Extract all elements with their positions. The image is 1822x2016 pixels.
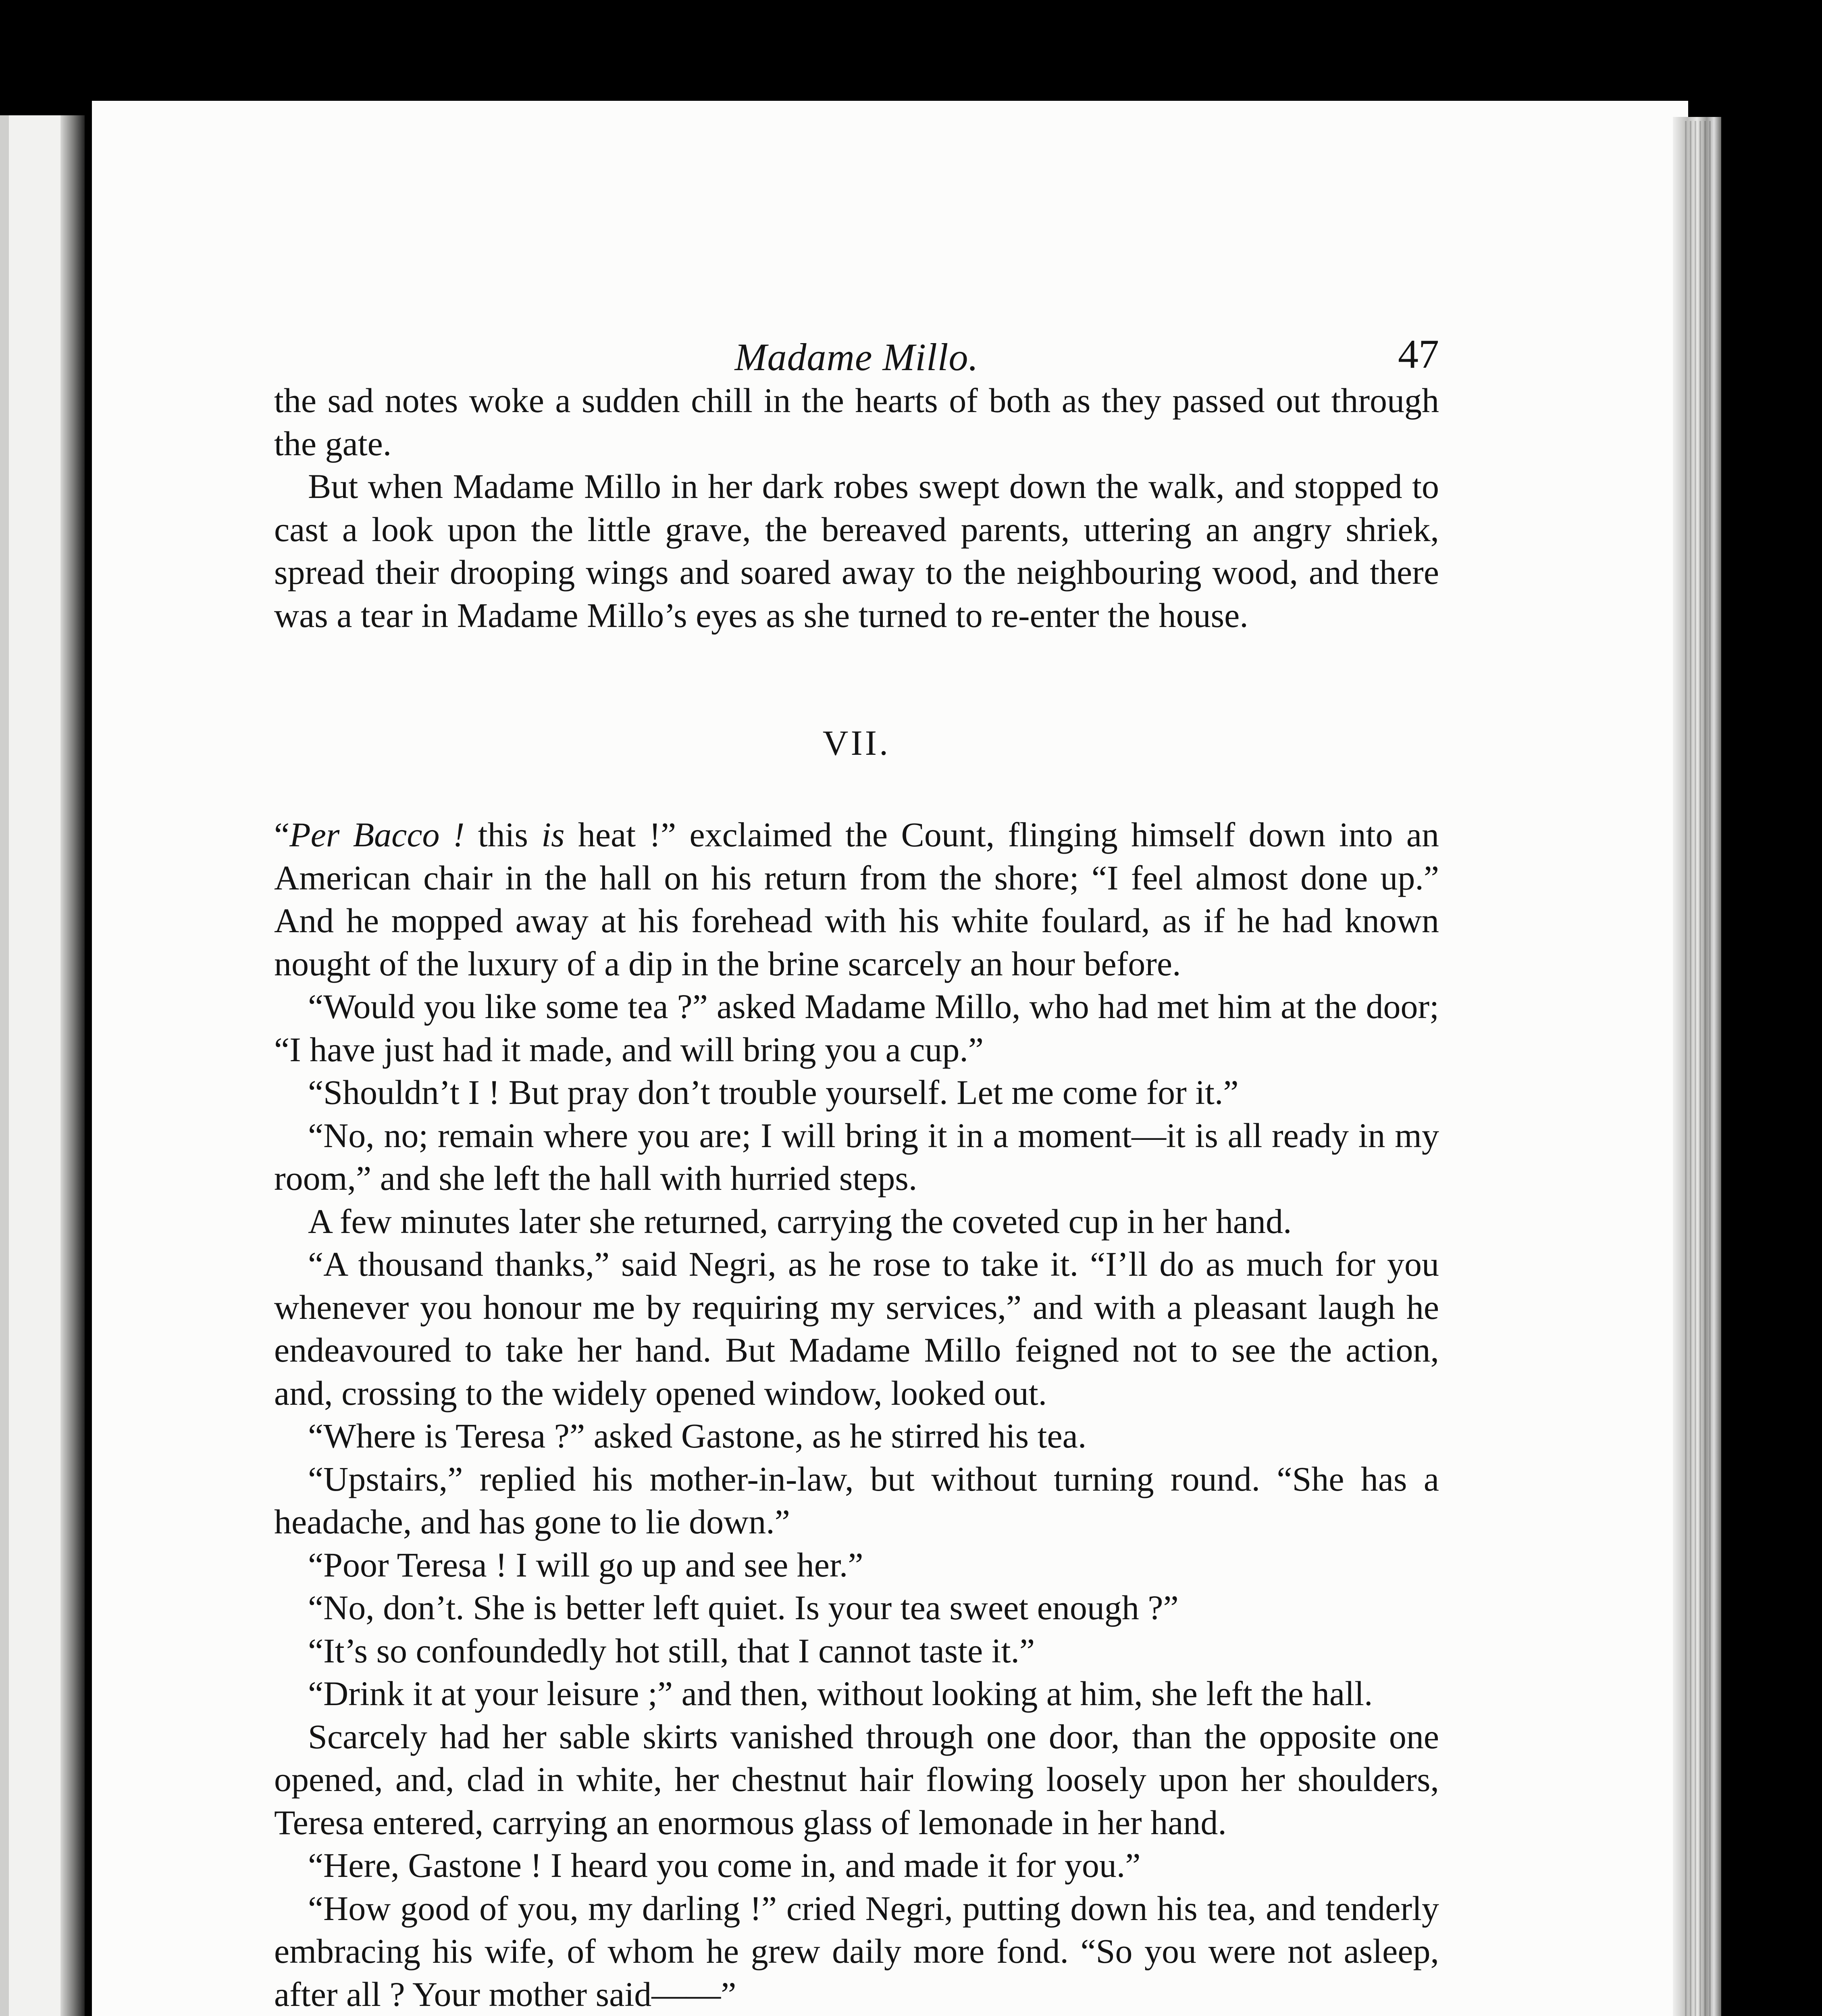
paragraph-section: “No, don’t. She is better left quiet. Is your tea sweet enough ?” (308, 1588, 1179, 1627)
paragraph-section: “Would you like some tea ?” asked Madame Millo, who had met him at the door; “I have just had it made, and will bring you a cup.” (274, 987, 1439, 1069)
paragraph-section: “A thousand thanks,” said Negri, as he rose to take it. “I’ll do as much for you whenever you honour me by requiring my services,” and with a pleasant laugh he endeavoured to take her hand. But Madame Millo feigned not to see the action, and, crossing to the widely opened window, looked out. (274, 1245, 1439, 1412)
paragraph-section: “Here, Gastone ! I heard you come in, and made it for you.” (308, 1846, 1141, 1885)
page-number: 47 (1398, 331, 1439, 377)
facing-page-margin (0, 115, 9, 2016)
running-title: Madame Millo. (734, 335, 979, 379)
page-text-block (274, 314, 1439, 2016)
text-rest: heat !” exclaimed the Count, flinging himself down into an American chair in the hall on his return from the shore; “I feel almost done up.” And he mopped away at his forehead with his white foulard, as if he had known nought of the luxury of a dip in the brine scarcely an hour before. (274, 815, 1439, 983)
paragraph-section: “Drink it at your leisure ;” and then, without looking at him, she left the hall. (308, 1674, 1373, 1713)
paragraph-section-first (274, 813, 1439, 985)
page-stack-lines (1685, 121, 1713, 2016)
section-heading: VII. (822, 724, 891, 763)
gutter-shadow (60, 115, 85, 2016)
paragraph-section: A few minutes later she returned, carrying the coveted cup in her hand. (308, 1202, 1292, 1241)
text-this: this (464, 815, 542, 854)
paragraph-section: “How good of you, my darling !” cried Negri, putting down his tea, and tenderly embracing his wife, of whom he grew daily more fond. “So you were not asleep, after all ? Your mother said——” (274, 1889, 1439, 2014)
paragraph-section: “It’s so confoundedly hot still, that I cannot taste it.” (308, 1631, 1035, 1670)
running-head (274, 314, 1439, 379)
paragraph-section: “No, no; remain where you are; I will bring it in a moment—it is all ready in my room,” and she left the hall with hurried steps. (274, 1116, 1439, 1198)
paragraph-section: “Poor Teresa ! I will go up and see her.” (308, 1545, 863, 1584)
italic-is: is (541, 815, 565, 854)
italic-per-bacco: Per Bacco ! (289, 815, 465, 854)
paragraph-section: “Where is Teresa ?” asked Gastone, as he stirred his tea. (308, 1416, 1087, 1455)
paragraph-top-2: But when Madame Millo in her dark robes swept down the walk, and stopped to cast a look upon the little grave, the bereaved parents, uttering an angry shriek, spread their drooping wings and soared away to the neighbouring wood, and there was a tear in Madame Millo’s eyes as she turned to re-enter the house. (274, 467, 1439, 635)
paragraph-top-1: the sad notes woke a sudden chill in the hearts of both as they passed out through the gate. (274, 381, 1439, 463)
paragraph-section: Scarcely had her sable skirts vanished through one door, than the opposite one opened, and, clad in white, her chestnut hair flowing loosely upon her shoulders, Teresa entered, carrying an enormous glass of lemonade in her hand. (274, 1717, 1439, 1842)
open-quote: “ (274, 815, 290, 854)
paragraph-section: “Shouldn’t I ! But pray don’t trouble yourself. Let me come for it.” (308, 1073, 1239, 1112)
paragraph-section: “Upstairs,” replied his mother-in-law, but without turning round. “She has a headache, and has gone to lie down.” (274, 1459, 1439, 1541)
